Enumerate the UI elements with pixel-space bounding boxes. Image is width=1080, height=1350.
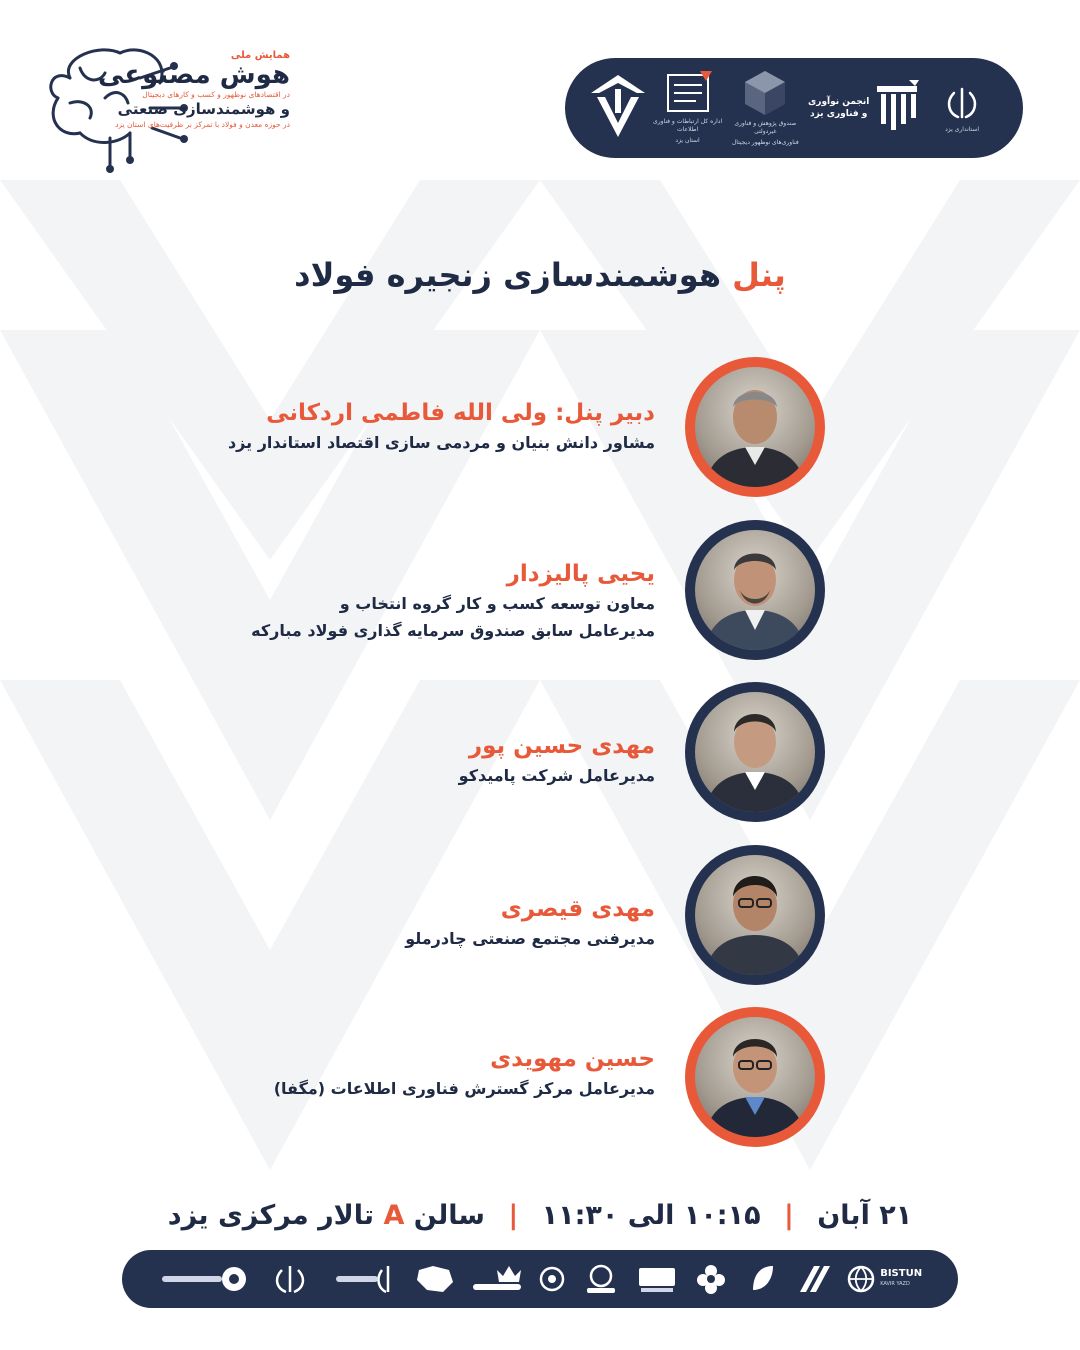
speaker-name: حسین مهویدی [490,1046,655,1072]
panel-title [0,256,1080,294]
science-park-logo-icon [158,1262,248,1296]
ostandari-logo [927,83,997,134]
cube-icon [741,69,789,117]
event-venue: تالار مرکزی یزد [167,1200,375,1231]
speaker-card [125,520,825,660]
sponsor-logo-bar [122,1250,958,1308]
pillar-icon [875,80,919,136]
event-date: ۲۱ آبان [817,1200,913,1231]
speaker-card [125,682,825,822]
cheshmeh-logo-icon [469,1262,525,1296]
ertebatat-caption-1: اداره کل ارتباطات و فناوری اطلاعات [653,118,723,133]
iran-emblem-icon [942,83,982,123]
speaker-card [125,845,825,985]
hall-prefix: سالن [413,1200,485,1231]
person-portrait-icon [695,692,815,812]
speaker-photo [685,682,825,822]
brand-subtitle-1: در اقتصادهای نوظهور و کسب و کارهای دیجیتال [142,90,290,99]
speaker-photo [685,357,825,497]
flower-logo-icon [691,1262,731,1296]
iran-emblem-icon [260,1262,320,1296]
anjoman-caption-1: انجمن نوآوری [808,97,870,107]
speaker-name: مهدی حسین پور [468,733,655,759]
hall-letter: A [383,1200,405,1231]
stripes-logo-icon [794,1262,834,1296]
globe-logo-icon [579,1262,623,1296]
person-portrait-icon [695,367,815,487]
azad-university-logo [591,75,645,141]
ertebatat-logo [653,71,723,145]
brand-small-label: همایش ملی [230,50,290,61]
panel-title-text: هوشمندسازی زنجیره فولاد [294,256,722,294]
anjoman-caption-2: و فناوری یزد [809,109,868,119]
speaker-name: یحیی پالیزدار [506,561,655,587]
person-portrait-icon [695,530,815,650]
person-portrait-icon [695,855,815,975]
speaker-card [125,1007,825,1147]
speaker-role: معاون توسعه کسب و کار گروه انتخاب و [339,594,655,613]
iran-map-logo-icon [413,1262,457,1296]
schedule-separator: | [783,1200,794,1231]
bistun-sub-label: KAVIR YAZD [880,1281,910,1287]
event-schedule [0,1200,1080,1231]
speaker-role: مدیرفنی مجتمع صنعتی چادرملو [405,929,655,948]
speaker-card [125,357,825,497]
bistun-logo [846,1264,922,1294]
conference-brand [40,38,290,178]
brand-title-industrial: و هوشمندسازی صنعتی [117,100,290,118]
leaf-logo-icon [743,1262,783,1296]
person-portrait-icon [695,1017,815,1137]
speaker-role: مشاور دانش بنیان و مردمی سازی اقتصاد استاندار یزد [227,433,655,452]
speaker-photo [685,845,825,985]
sandogh-caption-1: صندوق پژوهش و فناوری غیردولتی [734,120,797,135]
bistun-globe-icon [846,1264,876,1294]
sandogh-logo [730,69,800,147]
speaker-role: مدیرعامل شرکت پامیدکو [458,766,655,785]
round-seal-icon [537,1262,567,1296]
culture-office-logo-icon [332,1262,402,1296]
brand-title-ai: هوش مصنوعی [98,60,290,90]
ertebatat-caption-2: استان یزد [675,137,700,144]
speaker-name: مهدی قیصری [500,896,655,922]
block-letter-logo-icon [635,1262,679,1296]
speaker-name: دبیر پنل: ولی الله فاطمی اردکانی [266,400,655,426]
brand-subtitle-2: در حوزه معدن و فولاد با تمرکز بر ظرفیت‌های استان یزد [115,120,290,129]
speaker-role: مدیرعامل سابق صندوق سرمایه گذاری فولاد مبارکه [251,621,655,640]
panel-title-prefix: پنل [732,256,786,294]
speaker-photo [685,520,825,660]
organizer-logo-bar [565,58,1023,158]
speaker-photo [685,1007,825,1147]
bistun-label: BISTUN [880,1268,923,1279]
speaker-role: مدیرعامل مرکز گسترش فناوری اطلاعات (مگفا) [273,1079,655,1098]
event-time: ۱۰:۱۵ الی ۱۱:۳۰ [541,1200,761,1231]
ertebatat-emblem-icon [662,71,714,115]
anjoman-logo [808,80,919,136]
ostandari-caption: استانداری یزد [945,125,980,133]
azad-university-icon [591,75,645,141]
sandogh-caption-2: فناوری‌های نوظهور دیجیتال [731,139,799,146]
schedule-separator: | [508,1200,519,1231]
